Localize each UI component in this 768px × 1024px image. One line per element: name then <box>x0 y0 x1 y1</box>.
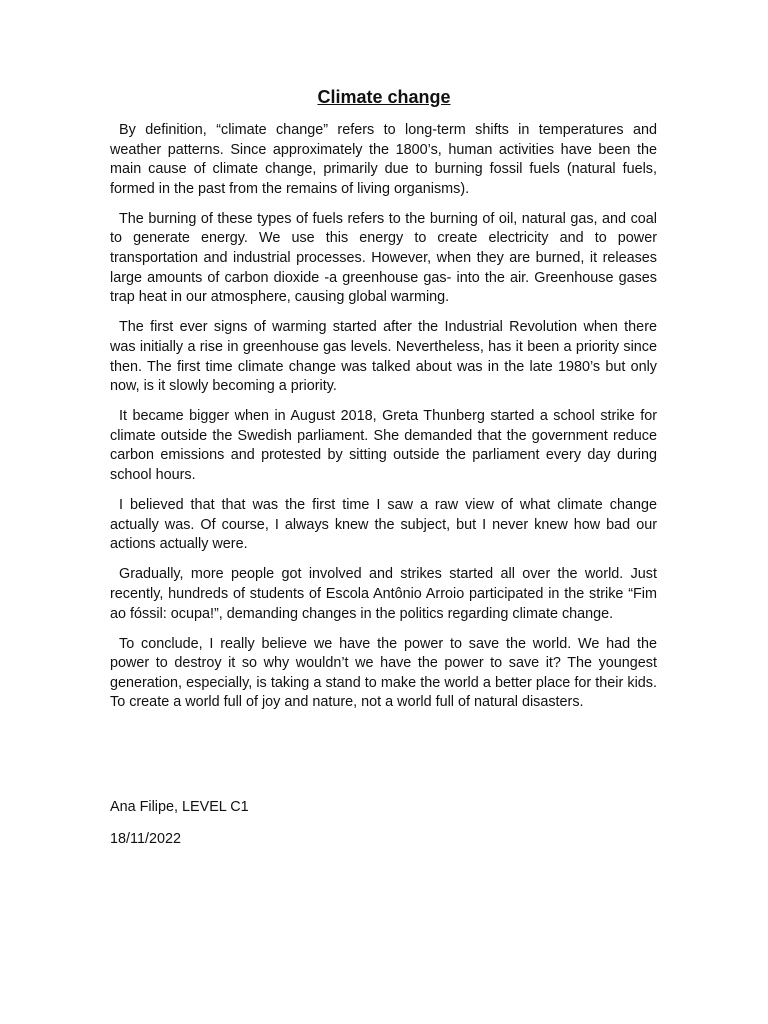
document-date: 18/11/2022 <box>110 831 181 847</box>
paragraph-conclusion: To conclude, I really believe we have the power to save the world. We had the power to destroy it so why wouldn’t we have the power to save it? The youngest generation, especially, is taking a stand to make the world a better place for their kids. To create a world full of joy and nature, not a world full of natural disasters. <box>110 635 657 711</box>
paragraph-strikes: Gradually, more people got involved and strikes started all over the world. Just recently, hundreds of students of Escola Antônio Arroio participated in the strike “Fim ao fóssil: ocupa!”, demanding changes in the politics regarding climate change. <box>110 566 657 622</box>
document-body <box>110 121 657 724</box>
paragraph-fossil-fuels: The burning of these types of fuels refers to the burning of oil, natural gas, and coal to generate energy. We use this energy to create electricity and to power transportation and industrial processes. However, when they are burned, it releases large amounts of carbon dioxide -a greenhouse gas- into the air. Greenhouse gases trap heat in our atmosphere, causing global warming. <box>110 210 657 306</box>
document-title: Climate change <box>317 87 451 107</box>
paragraph-definition: By definition, “climate change” refers to long-term shifts in temperatures and weather patterns. Since approximately the 1800’s, human activities have been the main cause of climate change, primarily due to burning fossil fuels (natural fuels, formed in the past from the remains of living organisms). <box>110 122 657 197</box>
paragraph-greta-thunberg: It became bigger when in August 2018, Greta Thunberg started a school strike for climate outside the Swedish parliament. She demanded that the government reduce carbon emissions and protested by sitting outside the parliament every day during school hours. <box>110 408 657 483</box>
paragraph-personal-view: I believed that that was the first time I saw a raw view of what climate change actually was. Of course, I always knew the subject, but I never knew how bad our actions actually were. <box>110 497 657 553</box>
author-signature: Ana Filipe, LEVEL C1 <box>110 799 249 815</box>
paragraph-industrial-revolution: The first ever signs of warming started after the Industrial Revolution when there was initially a rise in greenhouse gas levels. Nevertheless, has it been a priority since then. The first time climate change was talked about was in the late 1980’s but only now, is it slowly becoming a priority. <box>110 319 657 395</box>
